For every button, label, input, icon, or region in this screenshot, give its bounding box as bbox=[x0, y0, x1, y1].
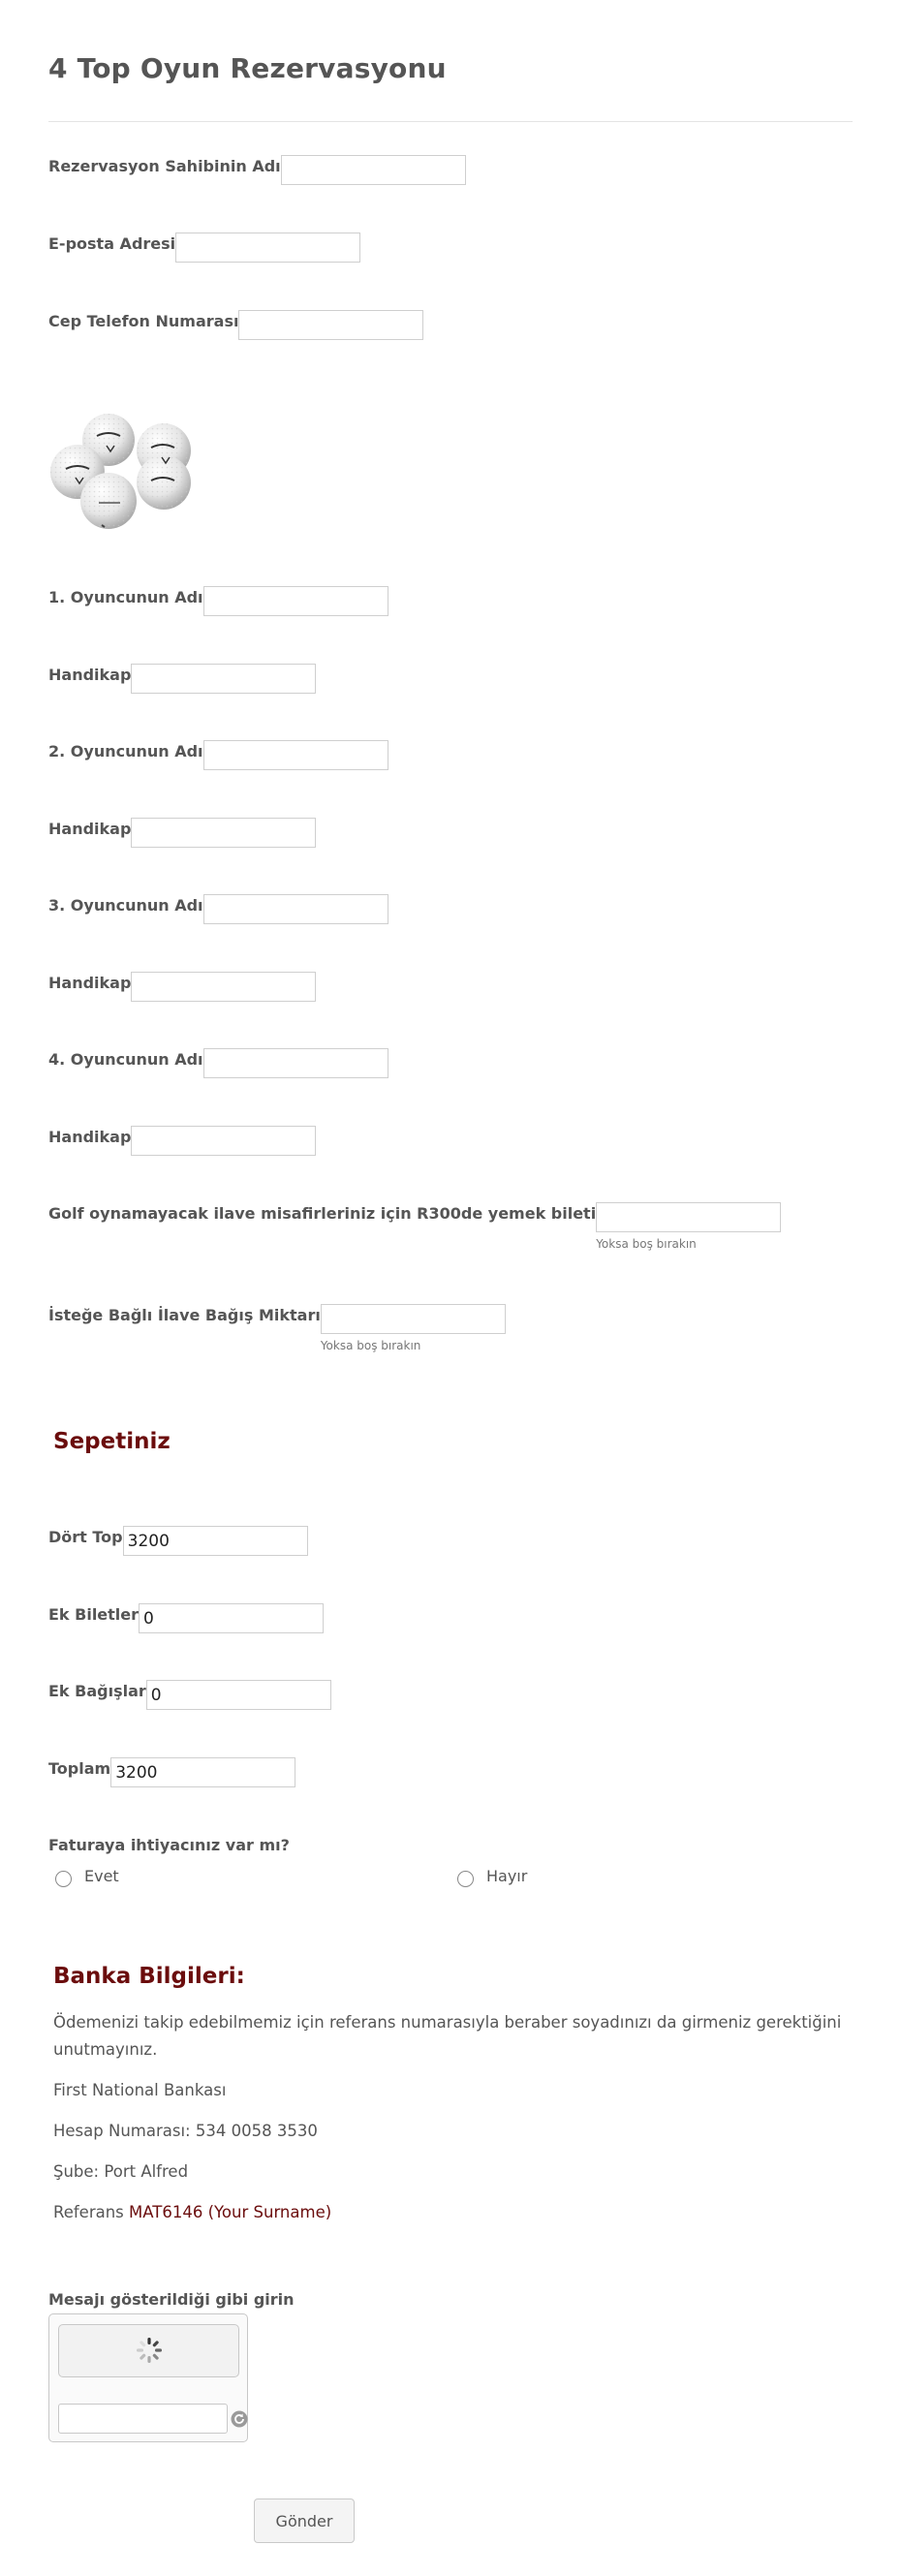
player-3-handicap-label: Handikap bbox=[48, 974, 132, 992]
bank-reference bbox=[53, 2199, 857, 2226]
extra-tickets-field bbox=[48, 1603, 324, 1633]
player-4-handicap-label: Handikap bbox=[48, 1128, 132, 1146]
player-4-name-input[interactable] bbox=[203, 1048, 388, 1078]
extra-tickets-input[interactable] bbox=[139, 1603, 324, 1633]
player-2-name-field bbox=[48, 740, 388, 770]
player-1-name-input[interactable] bbox=[203, 586, 388, 616]
player-2-handicap-input[interactable] bbox=[131, 818, 316, 848]
player-1-name-label: 1. Oyuncunun Adı bbox=[48, 588, 203, 606]
extra-tickets-label: Ek Biletler bbox=[48, 1605, 140, 1624]
meal-ticket-input[interactable] bbox=[596, 1202, 781, 1232]
invoice-no-option[interactable] bbox=[457, 1865, 527, 1887]
invoice-yes-option[interactable] bbox=[55, 1865, 119, 1887]
four-top-input[interactable] bbox=[123, 1526, 308, 1556]
reference-prefix: Referans bbox=[53, 2203, 124, 2221]
bank-name: First National Bankası bbox=[53, 2081, 227, 2099]
extra-donations-input[interactable] bbox=[146, 1680, 331, 1710]
player-2-name-label: 2. Oyuncunun Adı bbox=[48, 742, 203, 760]
page-title: 4 Top Oyun Rezervasyonu bbox=[48, 52, 447, 84]
player-3-name-field bbox=[48, 894, 388, 924]
player-4-handicap-field bbox=[48, 1126, 316, 1156]
invoice-question: Faturaya ihtiyacınız var mı? bbox=[48, 1836, 290, 1854]
owner-name-input[interactable] bbox=[281, 155, 466, 185]
total-field bbox=[48, 1757, 295, 1787]
bank-branch: Şube: Port Alfred bbox=[53, 2162, 189, 2181]
player-1-handicap-field bbox=[48, 664, 316, 694]
total-label: Toplam bbox=[48, 1759, 111, 1778]
total-input[interactable] bbox=[110, 1757, 295, 1787]
owner-name-field bbox=[48, 155, 466, 185]
spinner-icon bbox=[59, 2325, 238, 2376]
meal-ticket-label: Golf oynamayacak ilave misafirleriniz için R300de yemek bileti bbox=[48, 1204, 597, 1223]
captcha-image bbox=[58, 2324, 239, 2377]
email-field bbox=[48, 233, 360, 263]
four-top-field bbox=[48, 1526, 308, 1556]
submit-button[interactable]: Gönder bbox=[254, 2498, 355, 2543]
extra-donations-field bbox=[48, 1680, 331, 1710]
meal-ticket-field bbox=[48, 1202, 781, 1251]
player-3-handicap-field bbox=[48, 972, 316, 1002]
bank-heading: Banka Bilgileri: bbox=[53, 1964, 245, 1989]
player-4-handicap-input[interactable] bbox=[131, 1126, 316, 1156]
donation-sublabel: Yoksa boş bırakın bbox=[320, 1339, 421, 1352]
bank-account: Hesap Numarası: 534 0058 3530 bbox=[53, 2122, 318, 2140]
captcha-box bbox=[48, 2313, 248, 2442]
bank-note: Ödemenizi takip edebilmemiz için referans numarasıyla beraber soyadınızı da girmeniz gerektiğini unutmayınız. bbox=[53, 2013, 842, 2059]
player-3-name-input[interactable] bbox=[203, 894, 388, 924]
cart-heading: Sepetiniz bbox=[53, 1429, 171, 1454]
phone-label: Cep Telefon Numarası bbox=[48, 312, 239, 330]
player-2-name-input[interactable] bbox=[203, 740, 388, 770]
player-2-handicap-label: Handikap bbox=[48, 820, 132, 838]
player-3-handicap-input[interactable] bbox=[131, 972, 316, 1002]
player-3-name-label: 3. Oyuncunun Adı bbox=[48, 896, 203, 915]
phone-input[interactable] bbox=[238, 310, 423, 340]
invoice-no-label: Hayır bbox=[486, 1867, 528, 1885]
extra-donations-label: Ek Bağışlar bbox=[48, 1682, 146, 1700]
player-1-handicap-label: Handikap bbox=[48, 666, 132, 684]
reference-value: MAT6146 (Your Surname) bbox=[129, 2203, 332, 2221]
player-1-name-field bbox=[48, 586, 388, 616]
player-4-name-field bbox=[48, 1048, 388, 1078]
phone-field bbox=[48, 310, 423, 340]
owner-name-label: Rezervasyon Sahibinin Adı bbox=[48, 157, 281, 175]
donation-label: İsteğe Bağlı İlave Bağış Miktarı bbox=[48, 1306, 321, 1324]
refresh-icon[interactable] bbox=[231, 2410, 248, 2428]
captcha-label: Mesajı gösterildiği gibi girin bbox=[48, 2290, 295, 2309]
title-divider bbox=[48, 121, 853, 122]
email-input[interactable] bbox=[175, 233, 360, 263]
four-top-label: Dört Top bbox=[48, 1528, 123, 1546]
player-2-handicap-field bbox=[48, 818, 316, 848]
meal-ticket-sublabel: Yoksa boş bırakın bbox=[596, 1237, 697, 1251]
player-4-name-label: 4. Oyuncunun Adı bbox=[48, 1050, 203, 1069]
donation-input[interactable] bbox=[321, 1304, 506, 1334]
email-label: E-posta Adresi bbox=[48, 234, 176, 253]
invoice-no-radio[interactable] bbox=[457, 1871, 474, 1887]
invoice-yes-radio[interactable] bbox=[55, 1871, 72, 1887]
invoice-yes-label: Evet bbox=[84, 1867, 119, 1885]
golf-balls-image bbox=[48, 407, 203, 533]
player-1-handicap-input[interactable] bbox=[131, 664, 316, 694]
donation-field bbox=[48, 1304, 506, 1352]
captcha-input[interactable] bbox=[58, 2404, 228, 2434]
